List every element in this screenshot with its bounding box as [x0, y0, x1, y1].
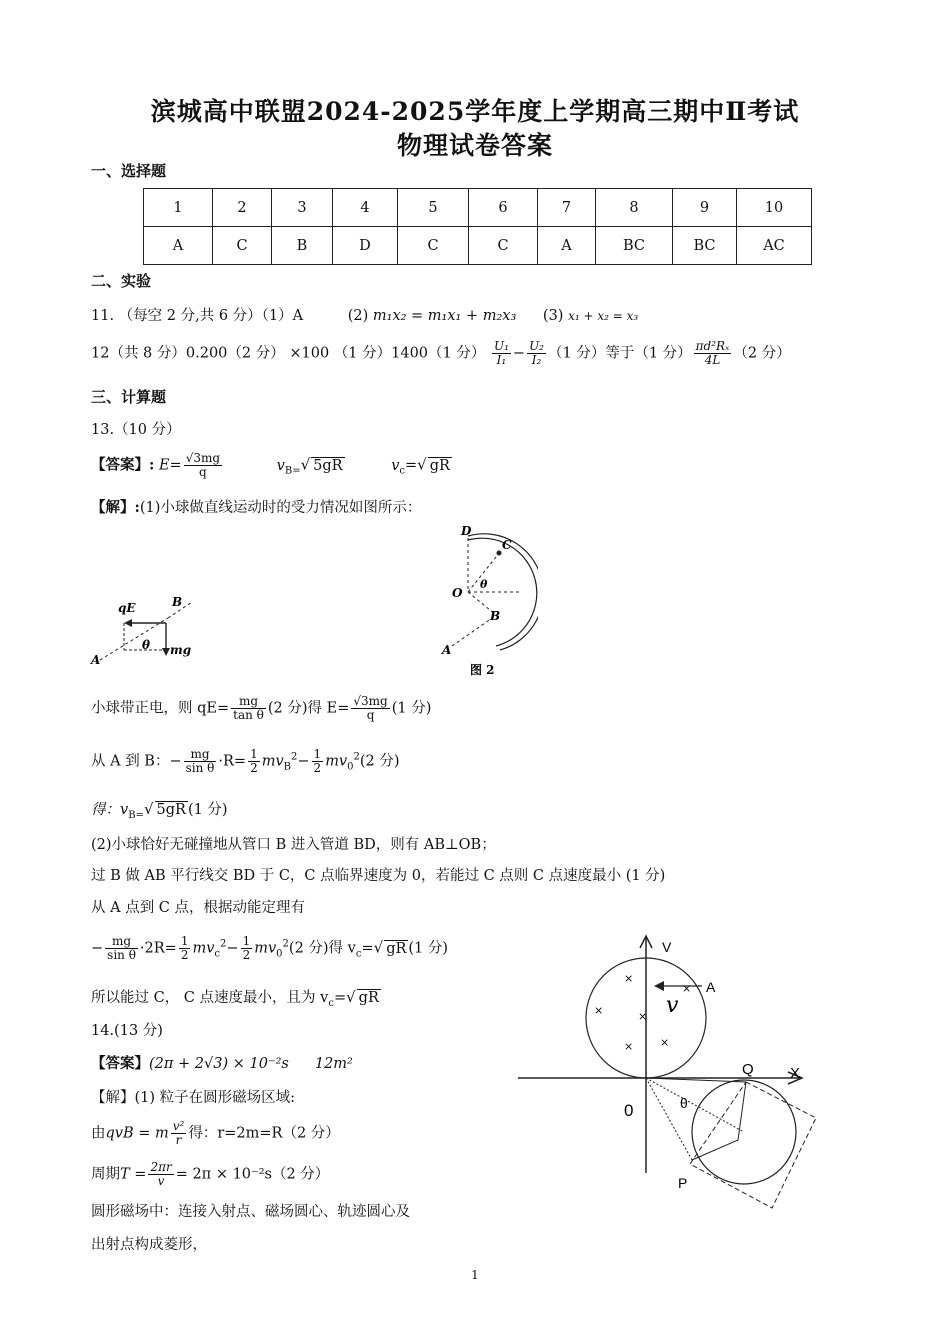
magnetic-field-diagram — [512, 928, 822, 1218]
question-number-row — [144, 189, 812, 227]
q13-line-5: 过 B 做 AB 平行线交 BD 于 C，C 点临界速度为 0，若能过 C 点则 C 点速度最小 (1 分) — [91, 868, 666, 884]
label-C: C — [502, 538, 512, 552]
q13-jie-label: 【解】: — [91, 499, 140, 516]
line-AB — [100, 618, 168, 660]
tube-inner-arc — [468, 538, 537, 646]
qnum-cell: 6 — [469, 189, 538, 227]
answer-table — [143, 188, 812, 265]
q11-part3-label: (3) — [542, 308, 569, 324]
frac-half: $\frac{1}{2}$ — [180, 934, 189, 962]
label-v: v — [666, 993, 679, 1018]
answer-cell: A — [538, 227, 596, 265]
answer-row — [144, 227, 812, 265]
velocity-arrow-head — [654, 981, 664, 991]
label-A: A — [442, 643, 452, 657]
q13-line-8: 所以能过 C， C 点速度最小，且为 $v_c=√$ gR — [91, 988, 379, 1009]
qnum-cell: 2 — [213, 189, 272, 227]
q13-line-2: 从 A 到 B：− $\frac{mg}{\text{sin θ}}$ ·R= $\frac{1}{2}$ $mv_B^2-$ $\frac{1}{2}$ $mv_0^2(2$ 分) — [91, 747, 400, 775]
q12-frac-2: $\frac{\text{U₂}}{\text{I₂}}$ — [529, 339, 544, 367]
cross-mark: × — [594, 1004, 604, 1017]
answer-cell: BC — [596, 227, 673, 265]
answer-cell: D — [333, 227, 398, 265]
q12-minus: − — [512, 345, 526, 362]
q13-ans-vB-radicand: 5gR — [313, 457, 343, 474]
frac-mg-sin: $\frac{mg}{\text{sin θ}}$ — [107, 934, 136, 962]
label-x: X — [790, 1065, 801, 1082]
q12-line — [91, 340, 791, 367]
figure-caption: 图 2 — [470, 663, 495, 677]
q14-line-4: 圆形磁场中：连接入射点、磁场圆心、轨迹圆心及 — [91, 1204, 410, 1220]
label-theta: θ — [142, 638, 151, 652]
q13-line-3: 得：$v_{B=}√$ 5gR (1 分) — [91, 800, 228, 821]
section-experiment-title: 二、实验 — [91, 272, 152, 290]
q13-jie-line: 【解】:(1)小球做直线运动时的受力情况如图所示： — [91, 499, 422, 516]
q13-line-6: 从 A 点到 C 点，根据动能定理有 — [91, 900, 306, 916]
q13-answer-label: 【答案】: — [91, 456, 155, 474]
answer-cell: A — [144, 227, 213, 265]
frac-half: $\frac{1}{2}$ — [313, 747, 322, 775]
q14-answer-area: 12m² — [314, 1056, 353, 1072]
cross-mark: × — [682, 982, 692, 995]
q13-ans-vc-radicand: gR — [429, 457, 450, 474]
mg-arrow-head — [162, 648, 170, 656]
force-diagram — [88, 590, 203, 670]
OP-dotted — [646, 1078, 692, 1160]
cross-mark: × — [624, 972, 634, 985]
q13-line-4: (2)小球恰好无碰撞地从管口 B 进入管道 BD，则有 AB⊥OB； — [91, 837, 496, 853]
label-D: D — [461, 524, 472, 538]
label-B: B — [490, 609, 501, 623]
label-mg: mg — [170, 643, 192, 657]
q12-frac-1: $\frac{\text{U₁}}{\text{I₁}}$ — [493, 339, 509, 367]
q12-prefix: 12（共 8 分）0.200（2 分） ×100 （1 分）1400（1 分） — [91, 345, 486, 362]
q11-line — [91, 304, 638, 325]
label-O: O — [452, 586, 463, 600]
answer-cell: C — [213, 227, 272, 265]
label-Q: Q — [742, 1061, 754, 1078]
answer-cell: C — [398, 227, 469, 265]
qE-arrow-head — [124, 619, 132, 627]
label-theta: θ — [680, 1095, 688, 1111]
qnum-cell: 1 — [144, 189, 213, 227]
frac-mg-tan: $\frac{mg}{\text{tan θ}}$ — [233, 694, 264, 722]
qnum-cell: 5 — [398, 189, 469, 227]
q13-line-7: − $\frac{mg}{\text{sin θ}}$ ·2R= $\frac{1}{2}$ $mv_c^2-$ $\frac{1}{2}$ $mv_0^2(2$ 分)得 $v_c=√$ gR (1 分) — [91, 934, 449, 962]
frac-E: $\frac{√3mg}{q}$ — [353, 694, 388, 722]
frac-2pir-v: $\frac{2\pi r}{v}$ — [150, 1160, 172, 1188]
vB-radicand: 5gR — [156, 802, 186, 818]
label-B: B — [172, 595, 183, 609]
q12-frac-3: $\frac{\text{πd²Rₓ}}{4L}$ — [695, 339, 730, 367]
label-A: A — [91, 653, 101, 667]
q14-head: 14.(13 分) — [91, 1023, 163, 1039]
q11-eq3: x₁ + x₂ = x₃ — [568, 309, 639, 323]
label-O: 0 — [624, 1101, 634, 1120]
q14-answer-line — [91, 1052, 353, 1073]
answer-cell: BC — [673, 227, 737, 265]
q13-line-1: 小球带正电，则 qE= $\frac{mg}{\text{tan θ}}$ (2 分)得 E= $\frac{√3mg}{q}$ (1 分) — [91, 694, 432, 722]
qnum-cell: 7 — [538, 189, 596, 227]
q14-line-2: 由qvB = m $\frac{\text{v²}}{r}$ 得：r=2m=R（2 分） — [91, 1119, 340, 1147]
q13-head: 13.（10 分） — [91, 422, 181, 438]
label-y: V — [662, 939, 672, 955]
section-calc-title: 三、计算题 — [91, 388, 167, 406]
cross-mark: × — [660, 1036, 670, 1049]
cross-mark: × — [638, 1010, 648, 1023]
frac-mg-sin: $\frac{mg}{\text{sin θ}}$ — [185, 747, 215, 775]
point-C — [497, 551, 502, 556]
q14-line-3: 周期T = $\frac{2\pi r}{v}$ = 2π × 10⁻²s（2 分） — [91, 1160, 330, 1188]
q14-answer-time: (2π + 2√3) × 10⁻²s — [149, 1056, 289, 1072]
q12-mid: （1 分）等于（1 分） — [548, 345, 692, 362]
qnum-cell: 10 — [737, 189, 812, 227]
qnum-cell: 4 — [333, 189, 398, 227]
qnum-cell: 3 — [272, 189, 333, 227]
q14-answer-label: 【答案】 — [91, 1055, 149, 1072]
qnum-cell: 9 — [673, 189, 737, 227]
answer-cell: AC — [737, 227, 812, 265]
frac-half: $\frac{1}{2}$ — [242, 934, 251, 962]
tube-diagram — [438, 522, 538, 680]
rhombus-path — [646, 1078, 746, 1160]
vc-radicand: gR — [386, 940, 407, 957]
q12-end: （2 分） — [733, 345, 791, 362]
q13-answer-line: 【答案】: E= $\frac{√3mg}{q}$ $v_{B=}√$ 5gR $v_c=√$ gR — [91, 451, 450, 479]
frac-half: $\frac{1}{2}$ — [250, 747, 258, 775]
q14-line-5: 出射点构成菱形， — [91, 1237, 207, 1253]
qnum-cell: 8 — [596, 189, 673, 227]
q11-prefix: 11. （每空 2 分,共 6 分）（1）A — [91, 308, 304, 324]
label-P: P — [678, 1175, 688, 1191]
section-choice-title: 一、选择题 — [91, 162, 167, 180]
q14-line-1: 【解】(1) 粒子在圆形磁场区域: — [91, 1090, 296, 1106]
title-line-1: 滨城高中联盟2024-2025学年度上学期高三期中Ⅱ考试 — [150, 97, 800, 126]
answer-cell: B — [272, 227, 333, 265]
label-qE: qE — [118, 601, 136, 615]
answer-cell: C — [469, 227, 538, 265]
label-A: A — [706, 979, 716, 995]
q11-part2-label: (2) — [347, 308, 373, 324]
vc-radicand: gR — [358, 990, 379, 1006]
title-line-2: 物理试卷答案 — [396, 131, 553, 160]
O-center-dotted — [646, 1078, 744, 1132]
frac-v2-r: $\frac{\text{v²}}{r}$ — [172, 1119, 185, 1147]
cross-mark: × — [624, 1040, 634, 1053]
dashed-square — [690, 1082, 816, 1208]
page-number: 1 — [471, 1268, 479, 1282]
q13-ans-E-frac: $\frac{√3mg}{q}$ — [185, 451, 221, 479]
q11-eq2: m₁x₂ = m₁x₁ + m₂x₃ — [372, 308, 517, 324]
label-theta: θ — [480, 578, 488, 591]
